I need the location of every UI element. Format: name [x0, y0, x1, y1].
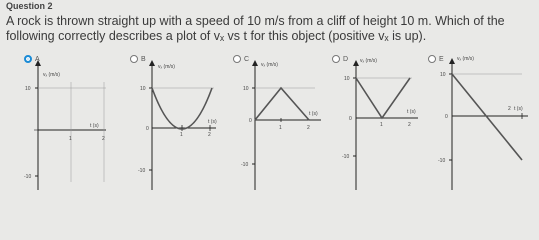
triangle-peak-line [255, 88, 309, 120]
svg-text:0: 0 [249, 118, 252, 124]
option-c-letter: C [244, 55, 250, 63]
option-a-graph [24, 52, 116, 202]
y-tick-label-neg10: -10 [138, 168, 146, 174]
y-axis-arrow [353, 60, 359, 66]
y-axis-label: vₓ (m/s) [261, 62, 278, 68]
y-tick-label-neg10: -10 [24, 174, 32, 180]
x-axis-label: t (s) [208, 119, 217, 125]
option-b-graph [130, 52, 226, 202]
option-d[interactable] [332, 52, 420, 202]
x-axis-label: t (s) [407, 109, 416, 115]
x-tick-label-1: 1 [380, 122, 383, 128]
decreasing-line [452, 74, 522, 160]
option-e-graph [428, 52, 528, 202]
option-c-graph [233, 52, 325, 202]
y-tick-label-10: 10 [440, 72, 446, 78]
option-a[interactable] [24, 52, 116, 202]
x-axis-label: t (s) [514, 106, 523, 112]
option-c[interactable] [233, 52, 325, 202]
x-tick-label-1: 1 [69, 136, 72, 142]
x-axis-label: t (s) [309, 111, 318, 117]
option-d-letter: D [343, 55, 349, 63]
y-axis-label: vₓ (m/s) [158, 64, 175, 70]
y-axis-label: vₓ (m/s) [360, 58, 377, 64]
option-b-letter: B [141, 55, 146, 63]
y-tick-label-10: 10 [140, 86, 146, 92]
y-tick-label-10: 10 [25, 86, 31, 92]
y-tick-label-neg10: -10 [342, 154, 350, 160]
svg-text:0: 0 [445, 114, 448, 120]
x-tick-label-2: 2 [508, 106, 511, 112]
option-b[interactable] [130, 52, 226, 202]
x-tick-label-1: 1 [180, 132, 183, 138]
x-axis-label: t (s) [90, 123, 99, 129]
y-tick-label-neg10: -10 [241, 162, 249, 168]
y-tick-label-10: 10 [344, 76, 350, 82]
y-axis-label: vₓ (m/s) [43, 72, 60, 78]
y-tick-label-10: 10 [243, 86, 249, 92]
y-axis-arrow [35, 60, 41, 66]
svg-text:0: 0 [349, 116, 352, 122]
x-tick-label-1: 1 [279, 125, 282, 131]
question-text: A rock is thrown straight up with a speed of 10 m/s from a cliff of height 10 m. Which of the following correctly describes a plot of vₓ vs t for this object (positive vₓ is up). [6, 14, 505, 43]
x-tick-label-2: 2 [307, 125, 310, 131]
v-shape-line [356, 78, 410, 118]
option-e[interactable] [428, 52, 528, 202]
y-axis-label: vₓ (m/s) [457, 56, 474, 62]
option-e-letter: E [439, 55, 444, 63]
option-d-graph [332, 52, 420, 202]
y-axis-arrow [149, 60, 155, 66]
y-axis-arrow [252, 60, 258, 66]
y-tick-label-neg10: -10 [438, 158, 446, 164]
option-a-letter: A [35, 55, 40, 63]
svg-text:0: 0 [146, 126, 149, 132]
x-tick-label-2: 2 [102, 136, 105, 142]
parabola-curve [152, 88, 212, 129]
x-tick-label-2: 2 [208, 132, 211, 138]
y-axis-arrow [449, 58, 455, 64]
x-tick-label-2: 2 [408, 122, 411, 128]
question-number: Question 2 [6, 1, 53, 11]
